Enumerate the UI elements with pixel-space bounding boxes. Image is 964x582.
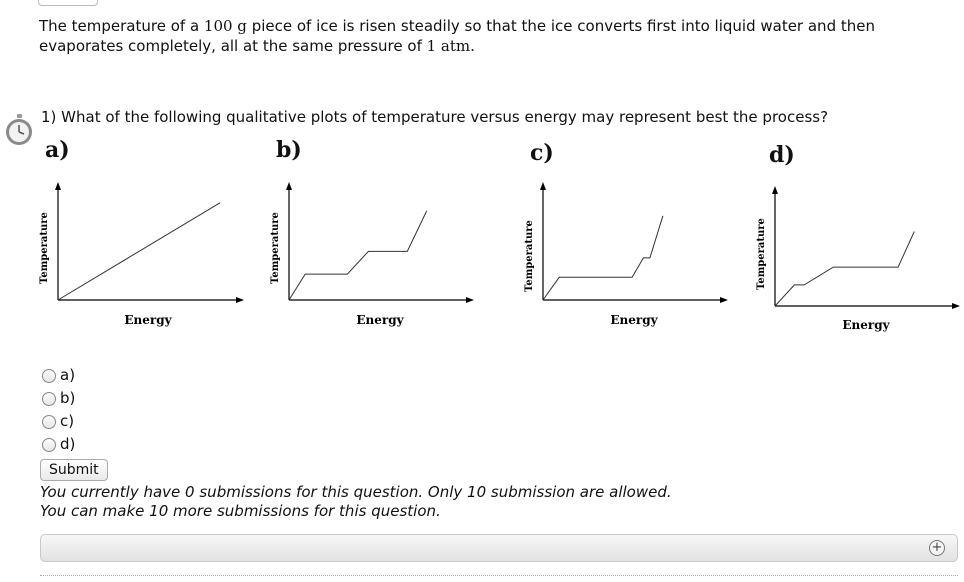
y-axis-arrow (286, 182, 292, 190)
plot-c (524, 182, 728, 327)
divider (40, 575, 958, 576)
plot-a (39, 182, 244, 327)
question-text: 1) What of the following qualitative plots of temperature versus energy may represent best the process? (41, 108, 829, 126)
problem-text: The temperature of a 100 g piece of ice is risen steadily so that the ice converts first into liquid water and then evaporates completely, all at the same pressure of 1 atm. (39, 17, 875, 55)
temperature-curve (58, 203, 220, 300)
clock-icon (4, 113, 34, 147)
y-axis-label: Temperature (270, 212, 281, 284)
top-tab (38, 0, 98, 6)
x-axis-label: Energy (610, 313, 658, 327)
plot-label-c: c) (530, 140, 554, 166)
radio-a[interactable] (42, 369, 56, 383)
plot-label-b: b) (276, 137, 302, 163)
collapsible-panel-bar[interactable] (40, 534, 958, 562)
x-axis-label: Energy (124, 313, 172, 327)
y-axis-arrow (55, 182, 61, 190)
choice-b[interactable] (42, 387, 75, 410)
answer-choices (42, 364, 75, 456)
choice-label: d) (60, 435, 76, 453)
x-axis-arrow (720, 297, 728, 303)
x-axis-arrow (466, 297, 474, 303)
plot-label-d: d) (769, 142, 795, 168)
choice-label: a) (60, 366, 76, 384)
choice-d[interactable] (42, 433, 75, 456)
y-axis-arrow (772, 186, 778, 194)
x-axis-arrow (952, 303, 960, 309)
y-axis-label: Temperature (524, 220, 535, 292)
submission-status (40, 483, 672, 521)
choice-a[interactable] (42, 364, 75, 387)
y-axis-label: Temperature (756, 218, 767, 290)
temperature-curve (543, 216, 663, 300)
status-line-1: You currently have 0 submissions for this question. Only 10 submission are allowed. (40, 483, 672, 501)
plot-label-a: a) (45, 137, 70, 163)
plus-circle-icon[interactable]: + (929, 540, 945, 556)
x-axis-arrow (236, 297, 244, 303)
status-line-2: You can make 10 more submissions for this question. (40, 502, 441, 520)
y-axis-label: Temperature (39, 212, 50, 284)
temperature-curve (775, 232, 914, 307)
radio-d[interactable] (42, 438, 56, 452)
choice-label: b) (60, 389, 76, 407)
plot-b (270, 182, 474, 327)
x-axis-label: Energy (356, 313, 404, 327)
submit-button[interactable]: Submit (40, 459, 108, 481)
radio-c[interactable] (42, 415, 56, 429)
plot-d (756, 186, 960, 332)
choice-c[interactable] (42, 410, 75, 433)
x-axis-label: Energy (842, 318, 890, 332)
y-axis-arrow (540, 182, 546, 190)
radio-b[interactable] (42, 392, 56, 406)
choice-label: c) (60, 412, 75, 430)
temperature-curve (289, 211, 427, 300)
